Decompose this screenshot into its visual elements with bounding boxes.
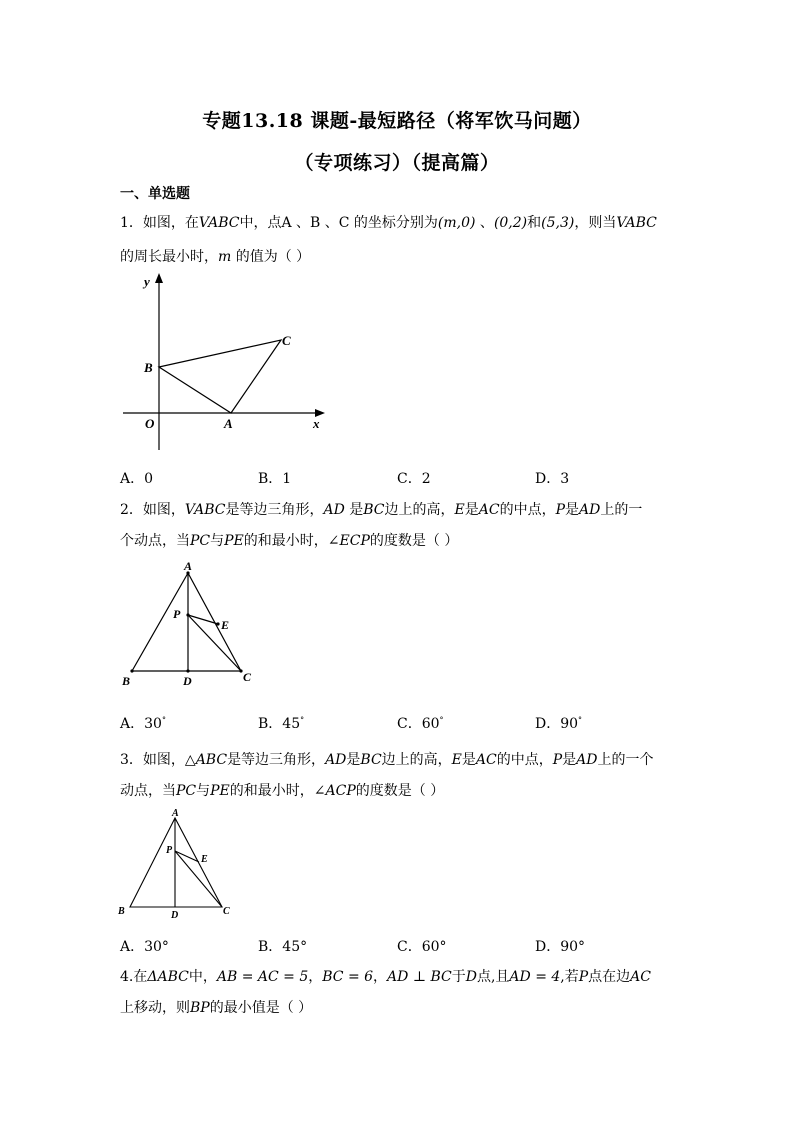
y-axis-arrow — [155, 273, 163, 283]
q2-line2: 个动点，当PC与PE的和最小时，∠ECP的度数是（ ） — [120, 533, 459, 549]
q2-figure — [115, 558, 265, 693]
label-p: P — [173, 607, 181, 621]
q1-line1: 1．如图，在VABC中，点A 、B 、C 的坐标分别为(m,0) 、(0,2)和(5,3)，则当VABC — [120, 215, 657, 231]
q3-line2: 动点，当PC与PE的和最小时，∠ACP的度数是（ ） — [120, 783, 445, 799]
q4-line2: 上移动，则BP的最小值是（ ） — [120, 1000, 313, 1016]
label-a: A — [172, 808, 179, 819]
label-c: C — [282, 333, 291, 348]
q3-option-d[interactable]: D．90° — [535, 939, 586, 955]
q2-option-d[interactable]: D．90° — [535, 715, 583, 732]
q1-option-a[interactable]: A．0 — [120, 471, 154, 487]
label-e: E — [201, 854, 208, 865]
q3-line1: 3．如图，△ABC是等边三角形，AD是BC边上的高，E是AC的中点，P是AD上的一个 — [120, 752, 654, 768]
section-heading: 一、单选题 — [120, 186, 190, 202]
segment-pc — [175, 851, 222, 907]
label-d: D — [171, 910, 179, 921]
triangle-abc — [130, 818, 222, 907]
label-e: E — [221, 618, 230, 632]
label-a: A — [184, 559, 193, 573]
q1-line2: 的周长最小时，m 的值为（ ） — [120, 249, 311, 265]
q3-figure — [112, 806, 242, 921]
q2-option-c[interactable]: C．60° — [397, 715, 444, 732]
label-c: C — [223, 906, 230, 917]
page-title: 专题13.18 课题-最短路径（将军饮马问题） — [202, 110, 592, 132]
label-b: B — [144, 360, 153, 375]
q1-figure — [115, 270, 335, 455]
q3-option-c[interactable]: C．60° — [397, 939, 447, 955]
label-b: B — [122, 674, 131, 688]
triangle-abc — [159, 340, 281, 413]
q1-option-d[interactable]: D．3 — [535, 471, 570, 487]
label-b: B — [118, 906, 125, 917]
q2-option-b[interactable]: B．45° — [258, 715, 305, 732]
label-x: x — [313, 416, 320, 431]
q1-option-b[interactable]: B．1 — [258, 471, 292, 487]
q2-line1: 2．如图，VABC是等边三角形，AD 是BC边上的高，E是AC的中点，P是AD上的一 — [120, 502, 643, 518]
q3-option-b[interactable]: B．45° — [258, 939, 308, 955]
q1-option-c[interactable]: C．2 — [397, 471, 431, 487]
label-d: D — [183, 674, 192, 688]
q2-option-a[interactable]: A．30° — [120, 715, 166, 732]
label-o: O — [145, 416, 155, 431]
q3-option-a[interactable]: A．30° — [120, 939, 169, 955]
page-subtitle: （专项练习）（提高篇） — [294, 152, 500, 174]
label-p: P — [166, 845, 173, 856]
q4-line1: 4.在ΔABC中，AB = AC = 5，BC = 6，AD ⊥ BC于D点,且AD = 4,若P点在边AC — [120, 969, 651, 985]
label-a: A — [224, 416, 233, 431]
label-y: y — [144, 274, 150, 289]
label-c: C — [243, 670, 252, 684]
